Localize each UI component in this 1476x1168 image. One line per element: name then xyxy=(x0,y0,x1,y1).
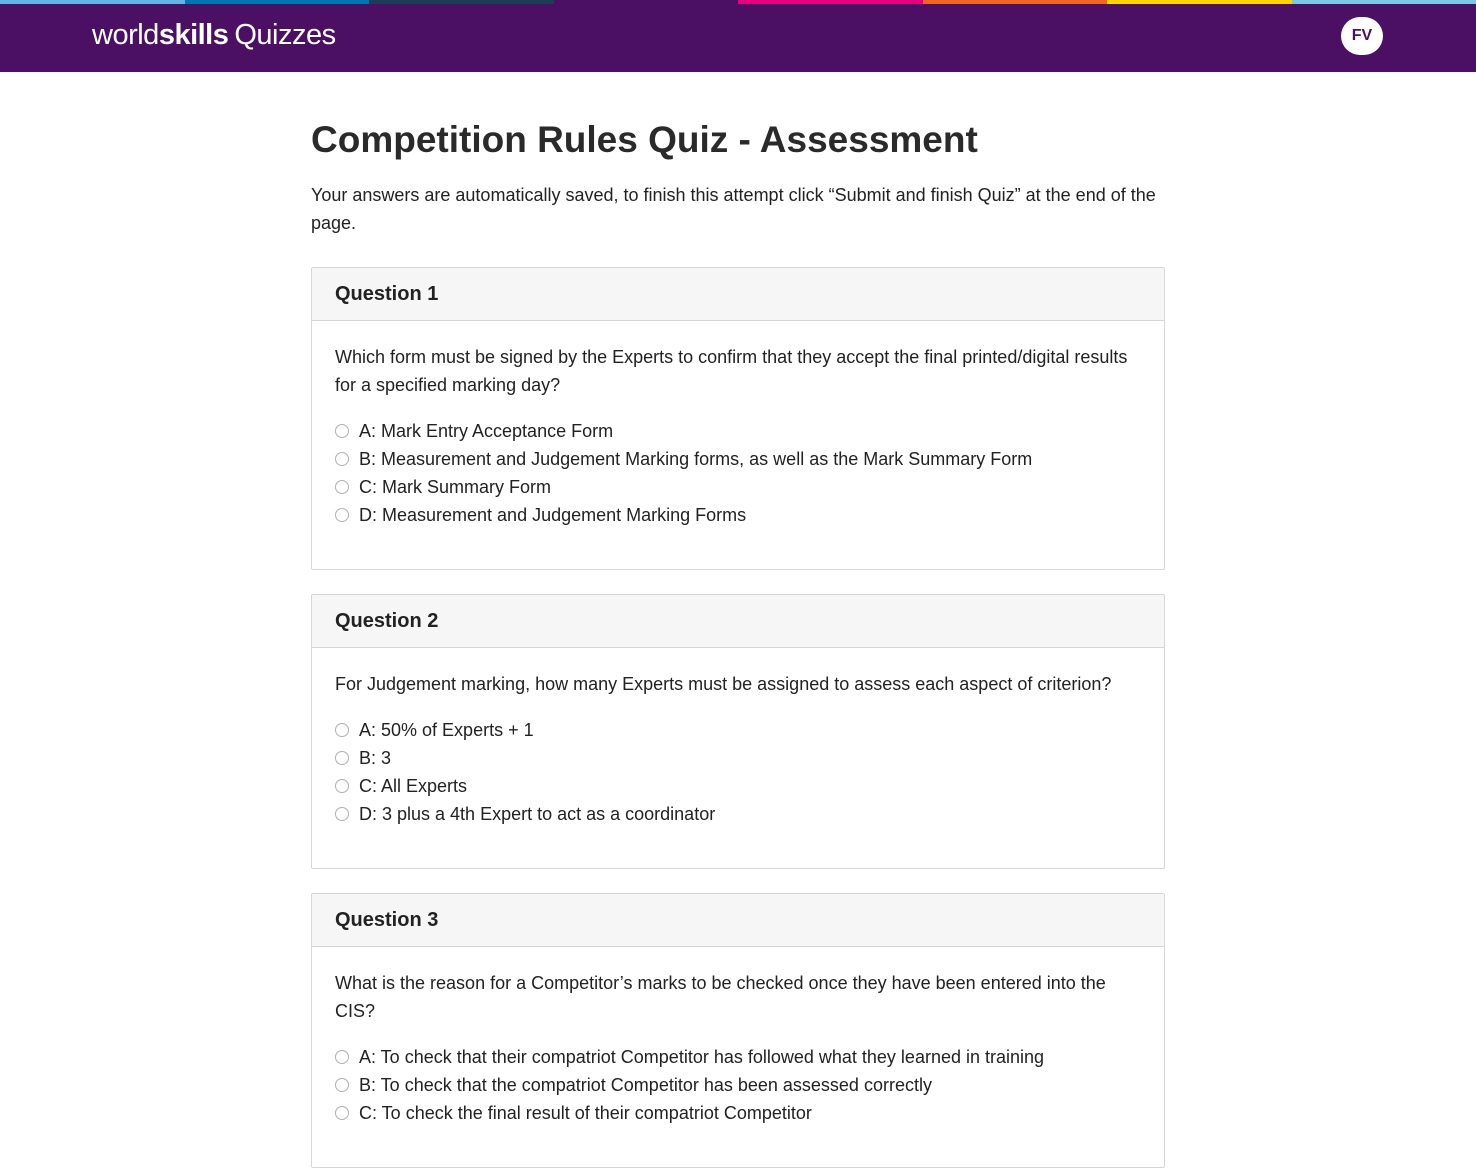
answer-option-label: B: To check that the compatriot Competitor has been assessed correctly xyxy=(359,1075,932,1096)
logo-world-text: world xyxy=(92,19,159,51)
question-body xyxy=(312,321,1164,569)
top-navigation-bar xyxy=(0,0,1476,72)
page-title: Competition Rules Quiz - Assessment xyxy=(311,117,1165,163)
stripe-segment xyxy=(554,0,739,4)
user-avatar[interactable]: FV xyxy=(1341,17,1383,55)
question-body xyxy=(312,947,1164,1167)
radio-button-icon[interactable] xyxy=(335,1106,349,1120)
stripe-segment xyxy=(1107,0,1292,4)
stripe-segment xyxy=(0,0,185,4)
answer-option[interactable] xyxy=(335,501,1141,529)
answer-option[interactable] xyxy=(335,800,1141,828)
main-content xyxy=(311,72,1165,1168)
answer-option[interactable] xyxy=(335,473,1141,501)
radio-button-icon[interactable] xyxy=(335,480,349,494)
worldskills-quizzes-logo[interactable] xyxy=(92,17,336,53)
question-heading: Question 3 xyxy=(312,894,1164,947)
intro-text: Your answers are automatically saved, to finish this attempt click “Submit and finish Quiz” at the end of the page. xyxy=(311,181,1165,237)
question-heading: Question 2 xyxy=(312,595,1164,648)
answer-option-label: B: Measurement and Judgement Marking forms, as well as the Mark Summary Form xyxy=(359,449,1032,470)
stripe-segment xyxy=(369,0,554,4)
radio-button-icon[interactable] xyxy=(335,1050,349,1064)
answer-option-label: D: Measurement and Judgement Marking Forms xyxy=(359,505,746,526)
radio-button-icon[interactable] xyxy=(335,779,349,793)
radio-button-icon[interactable] xyxy=(335,508,349,522)
answer-option[interactable] xyxy=(335,744,1141,772)
question-card-1 xyxy=(311,267,1165,570)
stripe-segment xyxy=(923,0,1108,4)
question-text: Which form must be signed by the Experts to confirm that they accept the final printed/digital results for a specified marking day? xyxy=(335,343,1141,399)
color-stripe xyxy=(0,0,1476,4)
answer-option[interactable] xyxy=(335,716,1141,744)
radio-button-icon[interactable] xyxy=(335,807,349,821)
answer-option-label: A: Mark Entry Acceptance Form xyxy=(359,421,613,442)
question-heading: Question 1 xyxy=(312,268,1164,321)
question-card-3 xyxy=(311,893,1165,1168)
answer-option[interactable] xyxy=(335,417,1141,445)
answer-option-label: A: To check that their compatriot Competitor has followed what they learned in training xyxy=(359,1047,1044,1068)
radio-button-icon[interactable] xyxy=(335,1078,349,1092)
question-text: What is the reason for a Competitor’s marks to be checked once they have been entered into the CIS? xyxy=(335,969,1141,1025)
radio-button-icon[interactable] xyxy=(335,751,349,765)
stripe-segment xyxy=(738,0,923,4)
answer-option-label: D: 3 plus a 4th Expert to act as a coordinator xyxy=(359,804,715,825)
stripe-segment xyxy=(1292,0,1476,4)
answer-option[interactable] xyxy=(335,1099,1141,1127)
radio-button-icon[interactable] xyxy=(335,452,349,466)
question-body xyxy=(312,648,1164,868)
answer-option[interactable] xyxy=(335,1043,1141,1071)
radio-button-icon[interactable] xyxy=(335,723,349,737)
answer-option-label: C: To check the final result of their compatriot Competitor xyxy=(359,1103,812,1124)
answer-option-label: C: All Experts xyxy=(359,776,467,797)
answer-option-label: B: 3 xyxy=(359,748,391,769)
answer-option-label: C: Mark Summary Form xyxy=(359,477,551,498)
question-text: For Judgement marking, how many Experts must be assigned to assess each aspect of criterion? xyxy=(335,670,1141,698)
logo-skills-text: skills xyxy=(159,19,229,51)
answer-option[interactable] xyxy=(335,772,1141,800)
stripe-segment xyxy=(185,0,370,4)
radio-button-icon[interactable] xyxy=(335,424,349,438)
logo-quizzes-text: Quizzes xyxy=(234,19,335,51)
answer-option[interactable] xyxy=(335,1071,1141,1099)
question-card-2 xyxy=(311,594,1165,869)
answer-option[interactable] xyxy=(335,445,1141,473)
answer-option-label: A: 50% of Experts + 1 xyxy=(359,720,534,741)
